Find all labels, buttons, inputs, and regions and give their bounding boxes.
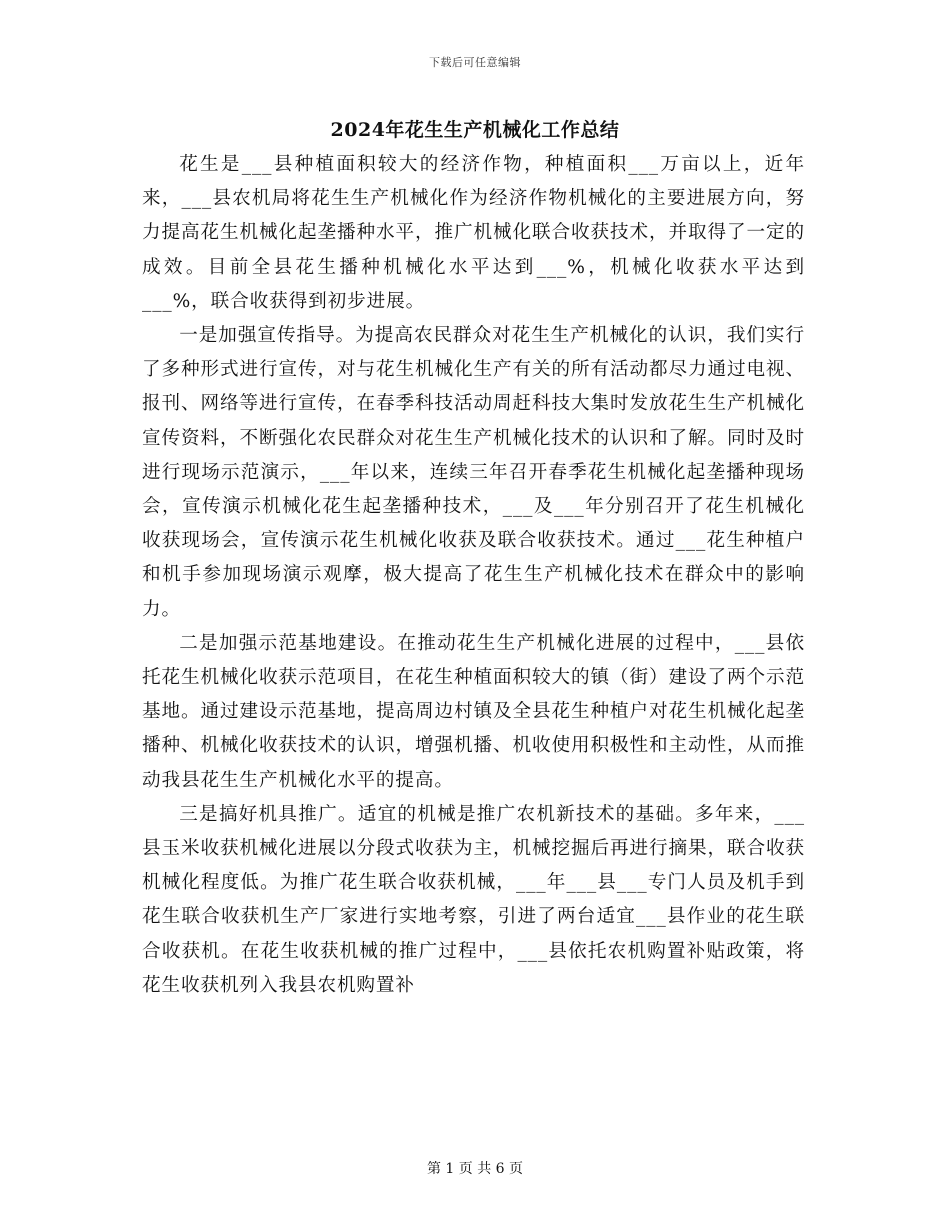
document-body: [142, 148, 805, 1003]
paragraph-machinery-promotion: 三是搞好机具推广。适宜的机械是推广农机新技术的基础。多年来，___县玉米收获机械化进展以分段式收获为主，机械挖掘后再进行摘果，联合收获机械化程度低。为推广花生联合收获机械，___年___县___专门人员及机手到花生联合收获机生产厂家进行实地考察，引进了两台适宜___县作业的花生联合收获机。在花生收获机械的推广过程中，___县依托农机购置补贴政策，将花生收获机列入我县农机购置补: [142, 803, 805, 996]
document-title: 2024年花生生产机械化工作总结: [330, 119, 620, 141]
paragraph-demo-base: 二是加强示范基地建设。在推动花生生产机械化进展的过程中，___县依托花生机械化收获示范项目，在花生种植面积较大的镇（街）建设了两个示范基地。通过建设示范基地，提高周边村镇及全县花生种植户对花生机械化起垄播种、机械化收获技术的认识，增强机播、机收使用积极性和主动性，从而推动我县花生生产机械化水平的提高。: [142, 632, 805, 791]
paragraph-publicity: 一是加强宣传指导。为提高农民群众对花生生产机械化的认识，我们实行了多种形式进行宣传，对与花生机械化生产有关的所有活动都尽力通过电视、报刊、网络等进行宣传，在春季科技活动周赶科技大集时发放花生生产机械化宣传资料，不断强化农民群众对花生生产机械化技术的认识和了解。同时及时进行现场示范演示，___年以来，连续三年召开春季花生机械化起垄播种现场会，宣传演示机械化花生起垄播种技术，___及___年分别召开了花生机械化收获现场会，宣传演示花生机械化收获及联合收获技术。通过___花生种植户和机手参加现场演示观摩，极大提高了花生生产机械化技术在群众中的影响力。: [142, 325, 805, 620]
header-note: 下载后可任意编辑: [429, 56, 521, 69]
paragraph-intro: 花生是___县种植面积较大的经济作物，种植面积___万亩以上，近年来，___县农机局将花生生产机械化作为经济作物机械化的主要进展方向，努力提高花生机械化起垄播种水平，推广机械化联合收获技术，并取得了一定的成效。目前全县花生播种机械化水平达到___%，机械化收获水平达到___%，联合收获得到初步进展。: [142, 154, 805, 312]
page-number: 第 1 页 共 6 页: [426, 1161, 524, 1177]
